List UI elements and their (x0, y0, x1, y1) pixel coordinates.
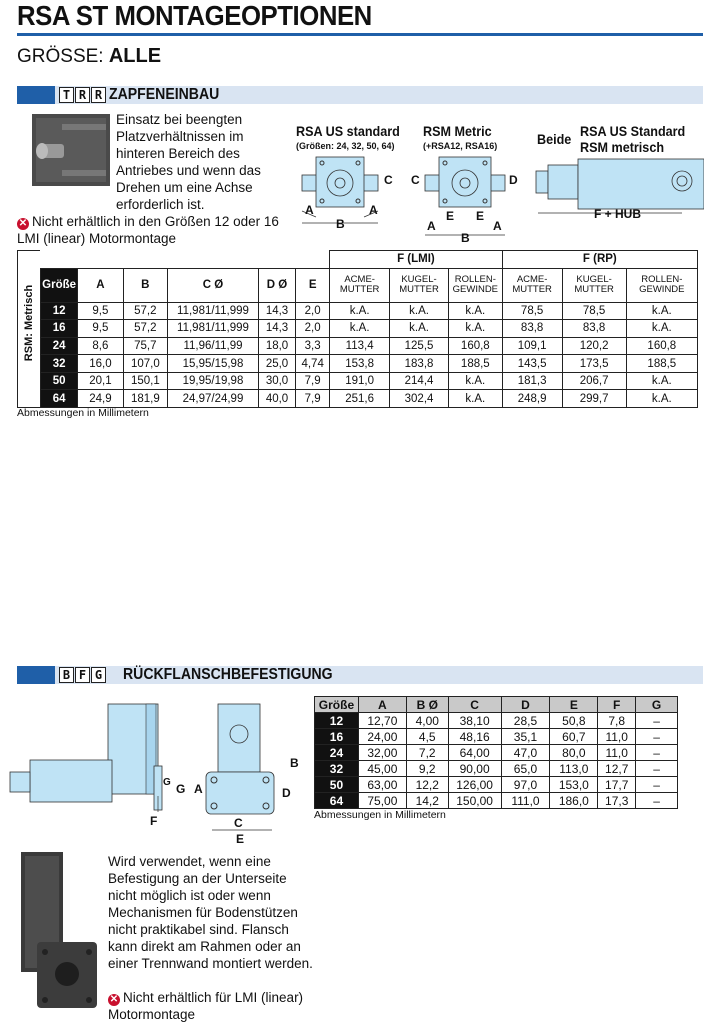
table-cell: 15,95/15,98 (168, 355, 259, 373)
table-cell: 2,0 (296, 302, 330, 320)
table-cell: 11,0 (598, 745, 636, 761)
table-cell: 4,5 (406, 729, 448, 745)
table-cell: 150,1 (123, 372, 167, 390)
table-cell: 75,00 (358, 793, 406, 809)
diagram-us-sub: (Größen: 24, 32, 50, 64) (296, 141, 395, 151)
table-cell: 18,0 (258, 337, 295, 355)
diagram-us (296, 155, 406, 235)
dim-f: F (150, 814, 158, 828)
table-row (41, 337, 698, 355)
col-a: A (78, 268, 123, 302)
section1-code (59, 87, 106, 103)
table-cell: 181,9 (123, 390, 167, 408)
table-cell: 30,0 (258, 372, 295, 390)
table-cell: 2,0 (296, 320, 330, 338)
table1-footnote: Abmessungen in Millimetern (17, 407, 149, 419)
flange-front-diagram (176, 700, 302, 846)
dim-a: A (369, 203, 378, 217)
section2-description (108, 853, 313, 972)
desc-line: Platzverhältnissen im (116, 129, 244, 144)
table-cell: 28,5 (501, 713, 550, 729)
table-cell: 248,9 (502, 390, 562, 408)
dim-a: A (493, 219, 502, 233)
table-cell: k.A. (626, 302, 697, 320)
desc-line: Drehen um eine Achse (116, 180, 253, 195)
col-lmi-rollen: ROLLEN- GEWINDE (448, 268, 502, 302)
trunnion-dimension-table (17, 250, 698, 419)
table-cell: 90,00 (448, 761, 501, 777)
table-cell: 9,5 (78, 302, 123, 320)
table-cell: 40,0 (258, 390, 295, 408)
note-line: Nicht erhältlich in den Größen 12 oder 16 (32, 214, 279, 229)
table-cell: 125,5 (390, 337, 449, 355)
table-cell: – (636, 777, 678, 793)
table-cell: 80,0 (550, 745, 598, 761)
table-cell: k.A. (626, 320, 697, 338)
dim-d: D (282, 786, 291, 800)
table-cell: 153,0 (550, 777, 598, 793)
table-cell: 63,00 (358, 777, 406, 793)
diagram-us-title: RSA US standard (296, 123, 400, 139)
col-size: Größe (315, 697, 359, 713)
table-cell: 12,2 (406, 777, 448, 793)
size-cell: 32 (41, 355, 78, 373)
table-cell: 8,6 (78, 337, 123, 355)
table-cell: 64,00 (448, 745, 501, 761)
section1-title: ZAPFENEINBAU (109, 86, 220, 103)
table-row (315, 729, 678, 745)
table-cell: 214,4 (390, 372, 449, 390)
size-cell: 12 (315, 713, 359, 729)
table-cell: 191,0 (330, 372, 390, 390)
size-cell: 50 (315, 777, 359, 793)
flange-photo (17, 852, 99, 1016)
note-line: LMI (linear) Motormontage (17, 231, 177, 246)
table-cell: 11,96/11,99 (168, 337, 259, 355)
table-cell: 186,0 (550, 793, 598, 809)
size-line (17, 45, 161, 68)
table-row (315, 777, 678, 793)
page-title: RSA ST MONTAGEOPTIONEN (17, 0, 372, 31)
note-line: Nicht erhältlich für LMI (linear) (123, 990, 304, 1005)
table-row (315, 713, 678, 729)
table-cell: 11,981/11,999 (168, 320, 259, 338)
size-cell: 32 (315, 761, 359, 777)
size-cell: 64 (315, 793, 359, 809)
code-letter: T (59, 87, 74, 103)
table-cell: 3,3 (296, 337, 330, 355)
table-cell: 14,3 (258, 302, 295, 320)
table-cell: 57,2 (123, 302, 167, 320)
table-cell: 12,7 (598, 761, 636, 777)
table1-body (41, 302, 698, 407)
table-cell: 20,1 (78, 372, 123, 390)
desc-line: Mechanismen für Bodenstützen (108, 905, 298, 920)
dim-f-hub: F + HUB (594, 207, 642, 221)
table-cell: 188,5 (448, 355, 502, 373)
col-d: D Ø (258, 268, 295, 302)
code-letter: B (59, 667, 74, 683)
col-rp-acme: ACME- MUTTER (502, 268, 562, 302)
table-cell: – (636, 729, 678, 745)
diagram-metric-sub: (+RSA12, RSA16) (423, 141, 498, 151)
desc-line: einer Trennwand montiert werden. (108, 956, 313, 971)
table-cell: 47,0 (501, 745, 550, 761)
table-cell: k.A. (448, 302, 502, 320)
table-cell: – (636, 761, 678, 777)
col-lmi-acme: ACME- MUTTER (330, 268, 390, 302)
table-cell: 57,2 (123, 320, 167, 338)
table-cell: k.A. (330, 320, 390, 338)
table-cell: 38,10 (448, 713, 501, 729)
desc-line: Befestigung an der Unterseite (108, 871, 287, 886)
table-cell: 24,00 (358, 729, 406, 745)
desc-line: kann direkt am Rahmen oder an (108, 939, 301, 954)
section1-note (17, 213, 279, 247)
table-cell: 9,2 (406, 761, 448, 777)
size-cell: 16 (41, 320, 78, 338)
table-cell: 19,95/19,98 (168, 372, 259, 390)
table-cell: 7,2 (406, 745, 448, 761)
table-cell: 206,7 (562, 372, 626, 390)
rsm-metric-label: RSM: Metrisch (23, 284, 35, 362)
table-cell: 299,7 (562, 390, 626, 408)
table-cell: 183,8 (390, 355, 449, 373)
table-cell: 14,2 (406, 793, 448, 809)
section1-header (17, 86, 703, 104)
table-cell: k.A. (448, 320, 502, 338)
dim-a: A (194, 782, 203, 796)
table-row (315, 761, 678, 777)
row-group-label (17, 250, 40, 408)
table-cell: 14,3 (258, 320, 295, 338)
table-cell: – (636, 713, 678, 729)
dim-g: G (176, 782, 186, 796)
section2-accent (17, 666, 55, 684)
table-cell: 78,5 (562, 302, 626, 320)
dim-b: B (461, 231, 470, 245)
code-letter: G (91, 667, 106, 683)
table-cell: 7,9 (296, 390, 330, 408)
table-cell: 7,8 (598, 713, 636, 729)
table-cell: 35,1 (501, 729, 550, 745)
dim-g: G (163, 777, 171, 788)
table-cell: 45,00 (358, 761, 406, 777)
table2-body (315, 713, 678, 809)
table-cell: 113,4 (330, 337, 390, 355)
dim-e: E (476, 209, 485, 223)
col-b: B Ø (406, 697, 448, 713)
desc-line: nicht möglich ist oder wenn (108, 888, 271, 903)
table-cell: 25,0 (258, 355, 295, 373)
table-cell: 17,7 (598, 777, 636, 793)
diagram-metric-title: RSM Metric (423, 123, 492, 139)
group-f-rp: F (RP) (502, 251, 697, 269)
col-c: C Ø (168, 268, 259, 302)
table-cell: 150,00 (448, 793, 501, 809)
table-cell: 173,5 (562, 355, 626, 373)
table-row (41, 320, 698, 338)
size-label: GRÖSSE: (17, 46, 104, 67)
table-cell: 12,70 (358, 713, 406, 729)
group-f-lmi: F (LMI) (330, 251, 502, 269)
flange-side-diagram (8, 700, 171, 830)
table-row (41, 302, 698, 320)
table-cell: 302,4 (390, 390, 449, 408)
dim-e: E (446, 209, 455, 223)
code-letter: R (75, 87, 90, 103)
table-cell: k.A. (330, 302, 390, 320)
size-value: ALLE (108, 45, 162, 67)
dim-b: B (290, 756, 299, 770)
col-e: E (550, 697, 598, 713)
table-cell: k.A. (626, 372, 697, 390)
col-f: F (598, 697, 636, 713)
size-cell: 64 (41, 390, 78, 408)
flange-dimension-table (314, 696, 678, 821)
col-c: C (448, 697, 501, 713)
table-cell: 97,0 (501, 777, 550, 793)
table-cell: 24,97/24,99 (168, 390, 259, 408)
table-cell: 143,5 (502, 355, 562, 373)
col-b: B (123, 268, 167, 302)
size-cell: 24 (315, 745, 359, 761)
table-cell: 109,1 (502, 337, 562, 355)
section2-note (108, 989, 303, 1023)
dim-a: A (427, 219, 436, 233)
col-rp-rollen: ROLLEN- GEWINDE (626, 268, 697, 302)
diagram-metric (409, 155, 529, 245)
dim-e: E (236, 832, 245, 846)
col-lmi-kugel: KUGEL- MUTTER (390, 268, 449, 302)
table-cell: 48,16 (448, 729, 501, 745)
col-e: E (296, 268, 330, 302)
table-cell: 75,7 (123, 337, 167, 355)
table-row (315, 745, 678, 761)
table-cell: 7,9 (296, 372, 330, 390)
note-line: Motormontage (108, 1007, 196, 1022)
desc-line: Antriebes und wenn das (116, 163, 261, 178)
section1-description (116, 111, 261, 213)
size-cell: 16 (315, 729, 359, 745)
dim-b: B (336, 217, 345, 231)
table-cell: – (636, 793, 678, 809)
table-cell: k.A. (626, 390, 697, 408)
table-cell: 65,0 (501, 761, 550, 777)
dim-a: A (305, 203, 314, 217)
table-cell: 153,8 (330, 355, 390, 373)
table-cell: 181,3 (502, 372, 562, 390)
table-cell: 9,5 (78, 320, 123, 338)
desc-line: erforderlich ist. (116, 197, 205, 212)
section1-accent (17, 86, 55, 104)
table-cell: 4,74 (296, 355, 330, 373)
section2-header (17, 666, 703, 684)
table-cell: 113,0 (550, 761, 598, 777)
table-cell: 78,5 (502, 302, 562, 320)
desc-line: Wird verwendet, wenn eine (108, 854, 271, 869)
table-cell: 111,0 (501, 793, 550, 809)
table-cell: 83,8 (502, 320, 562, 338)
table-cell: 120,2 (562, 337, 626, 355)
desc-line: hinteren Bereich des (116, 146, 240, 161)
table-cell: 251,6 (330, 390, 390, 408)
table-cell: k.A. (390, 320, 449, 338)
code-letter: R (91, 87, 106, 103)
code-letter: F (75, 667, 90, 683)
size-cell: 12 (41, 302, 78, 320)
size-cell: 50 (41, 372, 78, 390)
size-cell: 24 (41, 337, 78, 355)
table-row (41, 390, 698, 408)
table-cell: 4,00 (406, 713, 448, 729)
table-cell: 24,9 (78, 390, 123, 408)
table-cell: 17,3 (598, 793, 636, 809)
table-cell: 50,8 (550, 713, 598, 729)
table-row (41, 355, 698, 373)
not-available-icon: ✕ (18, 218, 28, 229)
table-cell: 160,8 (448, 337, 502, 355)
trunnion-photo (22, 110, 110, 190)
desc-line: nicht praktikabel sind. Flansch (108, 922, 289, 937)
dim-d: D (509, 173, 518, 187)
table-cell: 83,8 (562, 320, 626, 338)
table-cell: k.A. (448, 372, 502, 390)
table-row (315, 793, 678, 809)
table2-footnote: Abmessungen in Millimetern (314, 809, 446, 821)
col-g: G (636, 697, 678, 713)
table-cell: 11,981/11,999 (168, 302, 259, 320)
table-cell: 32,00 (358, 745, 406, 761)
table-cell: – (636, 745, 678, 761)
table-cell: k.A. (390, 302, 449, 320)
desc-line: Einsatz bei beengten (116, 112, 243, 127)
dim-c: C (411, 173, 420, 187)
diagram-both-title1: RSA US Standard (580, 123, 686, 139)
table-cell: 126,00 (448, 777, 501, 793)
dim-c: C (234, 816, 243, 830)
section2-code (59, 667, 106, 683)
table-row (41, 372, 698, 390)
table-cell: 188,5 (626, 355, 697, 373)
title-rule (17, 33, 703, 36)
col-size: Größe (41, 268, 78, 302)
table-cell: 16,0 (78, 355, 123, 373)
table-cell: 60,7 (550, 729, 598, 745)
section2-title: RÜCKFLANSCHBEFESTIGUNG (123, 666, 333, 683)
table-cell: 107,0 (123, 355, 167, 373)
not-available-icon: ✕ (109, 994, 119, 1005)
table-cell: 11,0 (598, 729, 636, 745)
dim-c: C (384, 173, 393, 187)
col-rp-kugel: KUGEL- MUTTER (562, 268, 626, 302)
col-a: A (358, 697, 406, 713)
table-cell: k.A. (448, 390, 502, 408)
diagram-both-prefix: Beide (537, 131, 572, 147)
diagram-both (534, 155, 704, 225)
col-d: D (501, 697, 550, 713)
diagram-both-title2: RSM metrisch (580, 139, 665, 155)
table-cell: 160,8 (626, 337, 697, 355)
